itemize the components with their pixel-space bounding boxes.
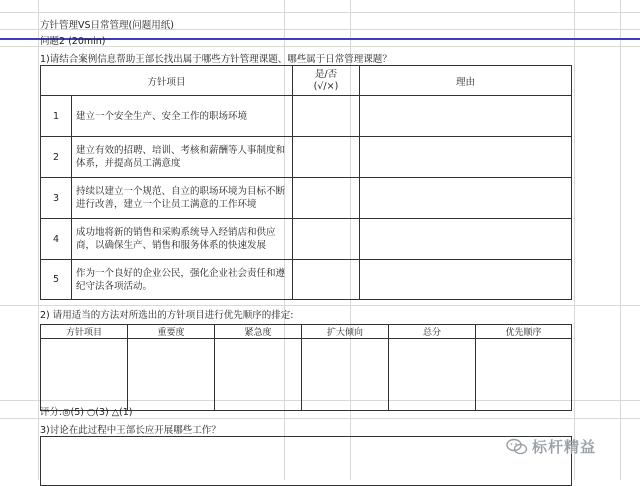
table-row	[41, 137, 572, 178]
header-reason: 理由	[360, 66, 572, 96]
ranking-input-row	[41, 339, 572, 411]
reason-cell[interactable]	[360, 178, 572, 219]
reason-cell[interactable]	[360, 260, 572, 300]
priority-order-input[interactable]	[476, 339, 572, 411]
header-expansion-trend: 扩大倾向	[302, 325, 389, 339]
sheet-title: 方针管理VS日常管理(问题用纸)	[40, 20, 174, 31]
question-2-text: 2) 请用适当的方法对所选出的方针项目进行优先顺序的排定:	[40, 310, 294, 321]
row-policy-text: 建立有效的招聘、培训、考核和薪酬等人事制度和体系，并提高员工满意度	[72, 137, 293, 178]
row-number: 1	[41, 96, 72, 137]
table-header-row	[41, 66, 572, 96]
header-priority-order: 优先顺序	[476, 325, 572, 339]
expansion-trend-input[interactable]	[302, 339, 389, 411]
header-policy-item: 方针项目	[41, 66, 293, 96]
total-score-input[interactable]	[389, 339, 476, 411]
row-policy-text: 持续以建立一个规范、自立的职场环境为目标不断进行改善，建立一个让员工满意的工作环境	[72, 178, 293, 219]
scoring-legend: 评分:◎(5) ○(3) △(1)	[40, 407, 133, 418]
row-number: 4	[41, 219, 72, 260]
table-row	[41, 178, 572, 219]
question-3-text: 3)讨论在此过程中王部长应开展哪些工作？	[40, 425, 221, 436]
row-policy-text: 成功地将新的销售和采购系统导入经销店和供应商，以确保生产、销售和服务体系的快速发展	[72, 219, 293, 260]
table-row	[41, 260, 572, 300]
policy-items-table	[40, 65, 572, 300]
yes-no-cell[interactable]	[293, 178, 360, 219]
reason-cell[interactable]	[360, 96, 572, 137]
reason-cell[interactable]	[360, 137, 572, 178]
yes-no-cell[interactable]	[293, 137, 360, 178]
ranking-header-row	[41, 325, 572, 339]
table-row	[41, 96, 572, 137]
policy-item-input[interactable]	[41, 339, 128, 411]
row-policy-text: 作为一个良好的企业公民，强化企业社会责任和遵纪守法各项活动。	[72, 260, 293, 300]
header-total-score: 总分	[389, 325, 476, 339]
yes-no-cell[interactable]	[293, 260, 360, 300]
question-1-text: 1)请结合案例信息帮助王部长找出属于哪些方针管理课题、哪些属于日常管理课题？	[40, 54, 392, 65]
urgency-input[interactable]	[215, 339, 302, 411]
header-importance: 重要度	[128, 325, 215, 339]
watermark	[506, 436, 596, 457]
importance-input[interactable]	[128, 339, 215, 411]
table-row	[41, 219, 572, 260]
answer-box[interactable]	[40, 436, 572, 486]
yes-no-cell[interactable]	[293, 219, 360, 260]
header-urgency: 紧急度	[215, 325, 302, 339]
header-yes-no: 是/否 (√/×)	[293, 66, 360, 96]
watermark-text: 标杆精益	[532, 438, 597, 456]
reason-cell[interactable]	[360, 219, 572, 260]
row-number: 5	[41, 260, 72, 300]
question-label: 问题2 (20min)	[40, 36, 106, 47]
header-policy-item: 方针项目	[41, 325, 128, 339]
priority-ranking-table	[40, 324, 572, 411]
row-number: 2	[41, 137, 72, 178]
row-policy-text: 建立一个安全生产、安全工作的职场环境	[72, 96, 293, 137]
row-number: 3	[41, 178, 72, 219]
yes-no-cell[interactable]	[293, 96, 360, 137]
wechat-icon	[506, 438, 528, 456]
